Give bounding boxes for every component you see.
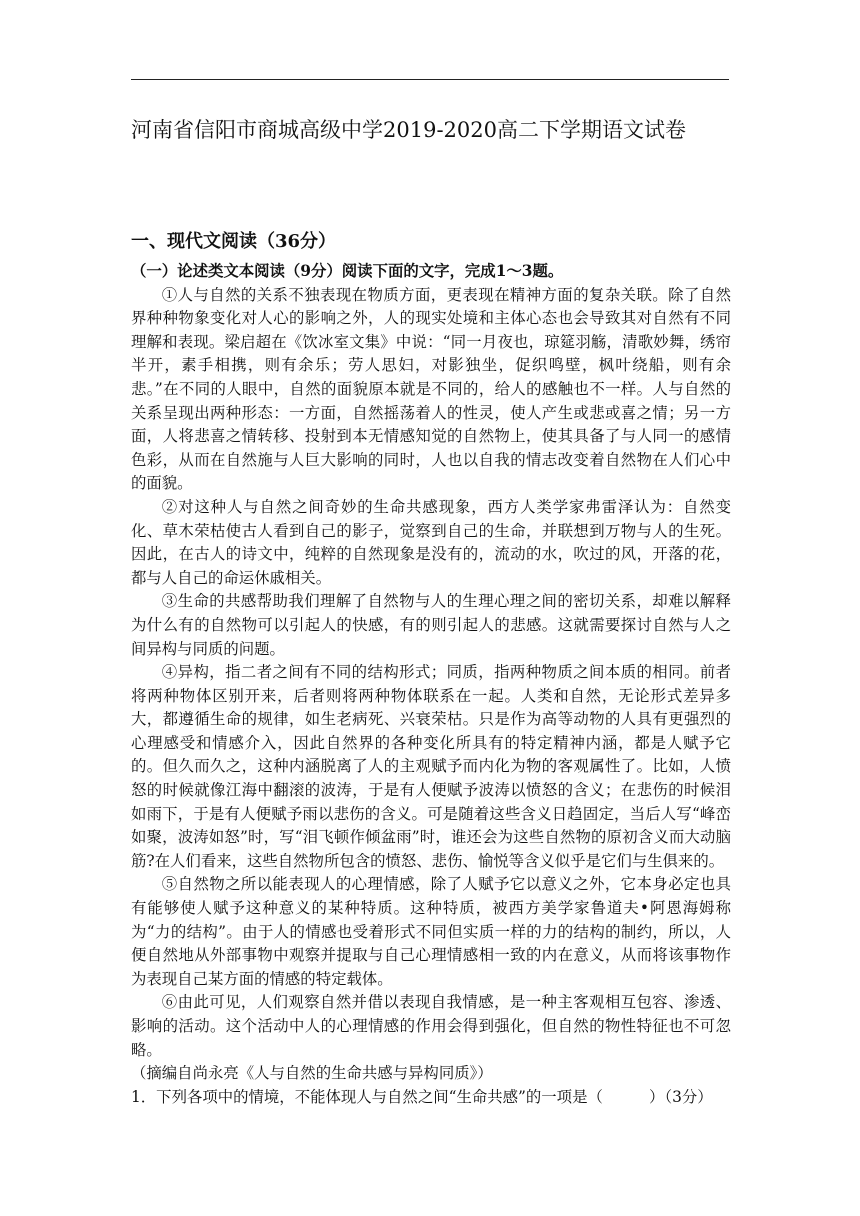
header-rule bbox=[131, 79, 729, 80]
question-1: 1．下列各项中的情境，不能体现人与自然之间“生命共感”的一项是（ ）（3分） bbox=[131, 1087, 713, 1106]
paragraph-5: ⑤自然物之所以能表现人的心理情感，除了人赋予它以意义之外，它本身必定也具有能够使人赋予这种意义的某种特质。这种特质，被西方美学家鲁道夫•阿恩海姆称为“力的结构”。由于人的情感也受着形式不同但实质一样的力的结构的制约，所以，人便自然地从外部事物中观察并提取与自己心理情感相一致的内在意义，从而将该事物作为表现自己某方面的情感的特定载体。 bbox=[131, 875, 731, 988]
paragraph-6: ⑥由此可见，人们观察自然并借以表现自我情感，是一种主客观相互包容、渗透、影响的活动。这个活动中人的心理情感的作用会得到强化，但自然的物性特征也不可忽略。 bbox=[131, 993, 731, 1059]
paragraph-1: ①人与自然的关系不独表现在物质方面，更表现在精神方面的复杂关联。除了自然界种种物象变化对人心的影响之外，人的现实处境和主体心态也会导致其对自然有不同理解和表现。梁启超在《饮冰室文集》中说：“同一月夜也，琼筵羽觞，清歌妙舞，绣帘半开，素手相携，则有余乐；劳人思妇，对影独坐，促织鸣壁，枫叶绕船，则有余悲。”在不同的人眼中，自然的面貌原本就是不同的，给人的感触也不一样。人与自然的关系呈现出两种形态：一方面，自然摇荡着人的性灵，使人产生或悲或喜之情；另一方面，人将悲喜之情转移、投射到本无情感知觉的自然物上，使其具备了与人同一的感情色彩，从而在自然施与人巨大影响的同时，人也以自我的情志改变着自然物在人们心中的面貌。 bbox=[131, 285, 731, 493]
source-citation: （摘编自尚永亮《人与自然的生命共感与异构同质》） bbox=[131, 1064, 493, 1083]
paragraph-3: ③生命的共感帮助我们理解了自然物与人的生理心理之间的密切关系，却难以解释为什么有的自然物可以引起人的快感，有的则引起人的悲感。这就需要探讨自然与人之间异构与同质的问题。 bbox=[131, 592, 731, 658]
subsection-heading: （一）论述类文本阅读（9分）阅读下面的文字，完成1～3题。 bbox=[131, 262, 564, 280]
reading-passage bbox=[131, 260, 731, 1109]
section-heading: 一、现代文阅读（36分） bbox=[131, 231, 337, 252]
paragraph-2: ②对这种人与自然之间奇妙的生命共感现象，西方人类学家弗雷泽认为：自然变化、草木荣枯使古人看到自己的影子，觉察到自己的生命，并联想到万物与人的生死。因此，在古人的诗文中，纯粹的自然现象是没有的，流动的水，吹过的风，开落的花，都与人自己的命运休戚相关。 bbox=[131, 497, 731, 587]
document-title: 河南省信阳市商城高级中学2019-2020高二下学期语文试卷 bbox=[131, 118, 686, 142]
paragraph-4: ④异构，指二者之间有不同的结构形式；同质，指两种物质之间本质的相同。前者将两种物体区别开来，后者则将两种物体联系在一起。人类和自然，无论形式差异多大，都遵循生命的规律，如生老病死、兴衰荣枯。只是作为高等动物的人具有更强烈的心理感受和情感介入，因此自然界的各种变化所具有的特定精神内涵，都是人赋予它的。但久而久之，这种内涵脱离了人的主观赋予而内化为物的客观属性了。比如，人愤怒的时候就像江海中翻滚的波涛，于是有人便赋予波涛以愤怒的含义；在悲伤的时候泪如雨下，于是有人便赋予雨以悲伤的含义。可是随着这些含义日趋固定，当后人写“峰峦如聚，波涛如怒”时，写“泪飞顿作倾盆雨”时，谁还会为这些自然物的原初含义而大动脑筋?在人们看来，这些自然物所包含的愤怒、悲伤、愉悦等含义似乎是它们与生俱来的。 bbox=[131, 663, 731, 870]
